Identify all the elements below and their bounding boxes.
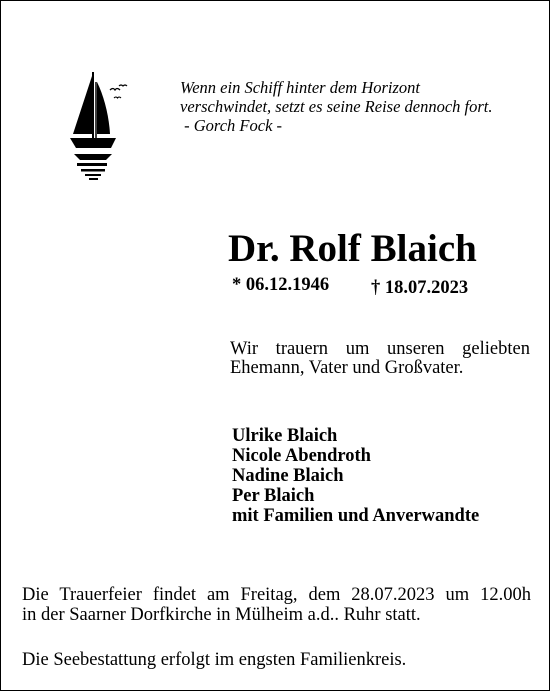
family-member: Nicole Abendroth xyxy=(232,446,371,466)
birth-date: * 06.12.1946 xyxy=(232,275,330,295)
death-date: † 18.07.2023 xyxy=(371,278,469,298)
burial-note: Die Seebestattung erfolgt im engsten Familienkreis. xyxy=(22,650,407,670)
quote-line-2: verschwindet, setzt es seine Reise dennoch fort. xyxy=(180,97,493,116)
family-member: Per Blaich xyxy=(232,486,315,506)
quote-block xyxy=(180,78,540,135)
funeral-info-line-2: in der Saarner Dorfkirche in Mülheim a.d.. Ruhr statt. xyxy=(22,605,421,625)
quote-author: - Gorch Fock - xyxy=(180,116,283,135)
mourning-text: Wir trauern um unseren geliebten Ehemann, Vater und Großvater. xyxy=(230,339,530,378)
funeral-info xyxy=(22,585,531,625)
funeral-info-line-1: Die Trauerfeier findet am Freitag, dem 28.07.2023 um 12.00h xyxy=(22,585,531,605)
sailing-ship-icon xyxy=(68,68,130,186)
family-member: mit Familien und Anverwandte xyxy=(232,506,480,526)
family-member: Ulrike Blaich xyxy=(232,426,338,446)
quote-line-1: Wenn ein Schiff hinter dem Horizont xyxy=(180,78,420,97)
family-member: Nadine Blaich xyxy=(232,466,344,486)
family-list xyxy=(232,426,479,526)
deceased-name: Dr. Rolf Blaich xyxy=(228,227,477,270)
